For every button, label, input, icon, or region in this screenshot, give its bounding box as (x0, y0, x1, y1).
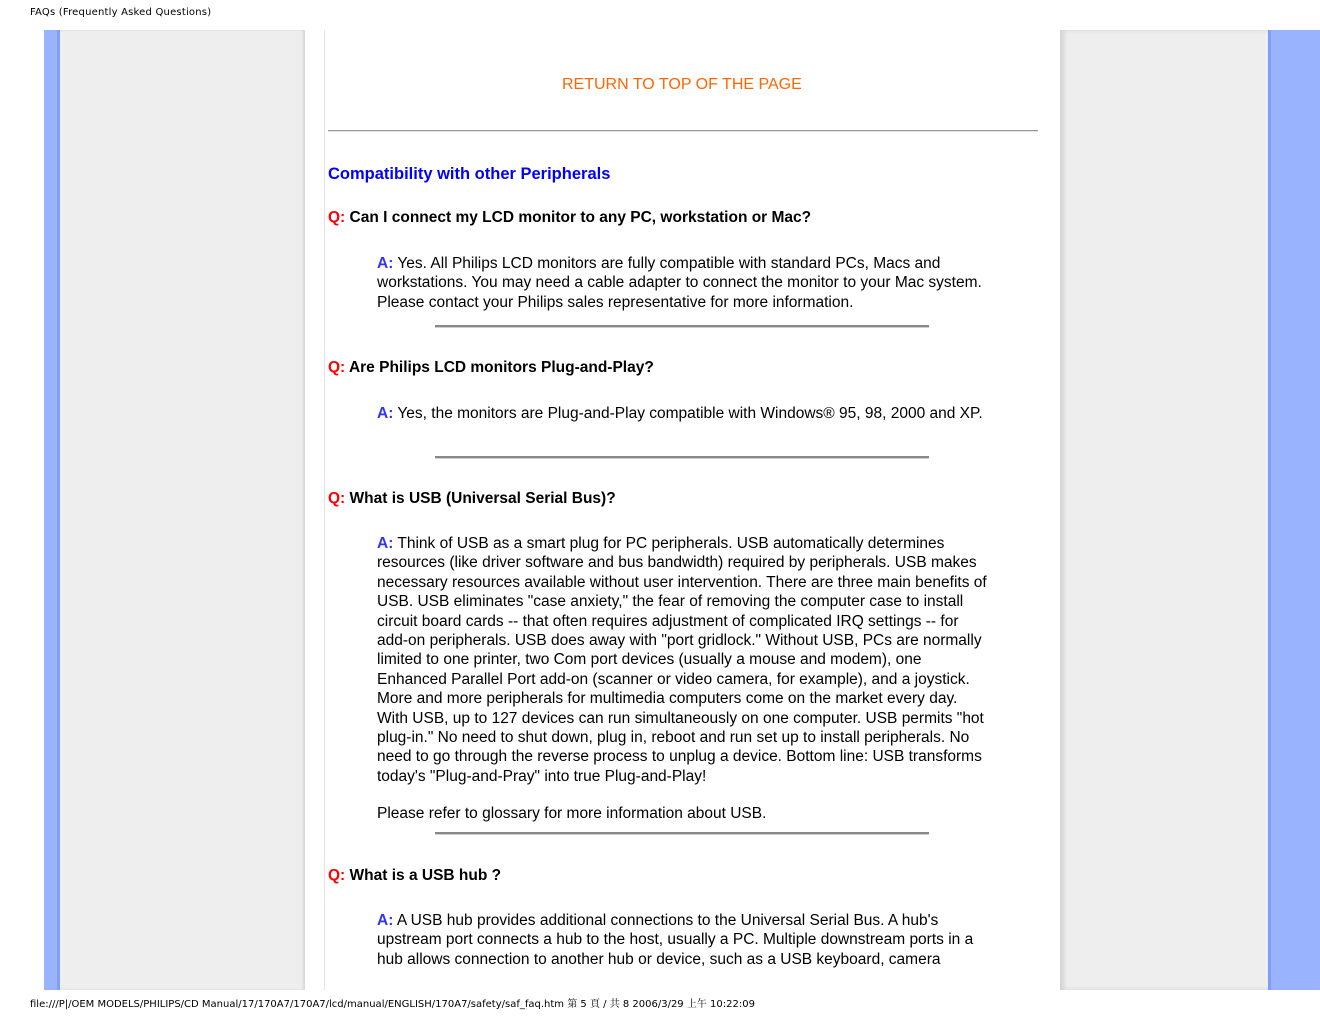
answer-text: Yes. All Philips LCD monitors are fully compatible with standard PCs, Macs and workstations. You may need a cable adapter to connect the monitor to your Mac system. Please contact your Philips sales representative for more information. (377, 255, 982, 311)
left-gray-panel (60, 30, 305, 990)
faq-answer-4 (377, 911, 987, 969)
answer-divider (435, 832, 929, 835)
answer-label: A: (377, 405, 394, 422)
faq-answer-3 (377, 534, 987, 786)
answer-label: A: (377, 535, 394, 552)
right-blue-bar (1268, 30, 1320, 990)
question-text: Can I connect my LCD monitor to any PC, workstation or Mac? (349, 209, 812, 226)
answer-label: A: (377, 255, 394, 272)
section-title: Compatibility with other Peripherals (328, 165, 611, 183)
answer-text: Think of USB as a smart plug for PC peripherals. USB automatically determines resources (like driver software and bus bandwidth) required by peripherals. USB makes necessary resources available without user intervention. There are three main benefits of USB. USB eliminates "case anxiety," the fear of removing the computer case to install circuit board cards -- that often requires adjustment of complicated IRQ settings -- for add-on peripherals. USB does away with "port gridlock." Without USB, PCs are normally limited to one printer, two Com port devices (usually a mouse and modem), one Enhanced Parallel Port add-on (scanner or video camera, for example), and a joystick. More and more peripherals for multimedia computers come on the market every day. With USB, up to 127 devices can run simultaneously on one computer. USB permits "hot plug-in." No need to shut down, plug in, reboot and run set up to install peripherals. No need to go through the reverse process to unplug a device. Bottom line: USB transforms today's "Plug-and-Pray" into true Plug-and-Play! (377, 535, 987, 785)
main-content (328, 30, 1040, 990)
section-separator (328, 130, 1038, 132)
question-text: What is USB (Universal Serial Bus)? (349, 490, 616, 507)
answer-label: A: (377, 912, 394, 929)
left-blue-bar (44, 30, 60, 990)
faq-answer-3-note: Please refer to glossary for more information about USB. (377, 805, 767, 822)
faq-question-1 (328, 209, 811, 227)
faq-question-3 (328, 490, 616, 508)
faq-answer-2 (377, 404, 987, 423)
answer-divider (435, 456, 929, 459)
faq-question-4 (328, 867, 501, 885)
question-text: Are Philips LCD monitors Plug-and-Play? (348, 359, 654, 376)
answer-divider (435, 325, 929, 328)
question-text: What is a USB hub ? (349, 867, 502, 884)
faq-question-2 (328, 359, 654, 377)
right-gray-panel (1060, 30, 1268, 990)
question-label: Q: (328, 359, 346, 376)
return-to-top-link[interactable]: RETURN TO TOP OF THE PAGE (562, 76, 802, 93)
page-footer-path: file:///P|/OEM MODELS/PHILIPS/CD Manual/17/170A7/170A7/lcd/manual/ENGLISH/170A7/safety/saf_faq.htm 第 5 頁 / 共 8 2006/3/29 上午 10:22:09 (30, 999, 755, 1010)
answer-text: Yes, the monitors are Plug-and-Play compatible with Windows® 95, 98, 2000 and XP. (397, 405, 983, 422)
question-label: Q: (328, 209, 346, 226)
question-label: Q: (328, 867, 346, 884)
faq-answer-1 (377, 254, 987, 312)
question-label: Q: (328, 490, 346, 507)
answer-text: A USB hub provides additional connections to the Universal Serial Bus. A hub's upstream port connects a hub to the host, usually a PC. Multiple downstream ports in a hub allows connection to another hub or device, such as a USB keyboard, camera (377, 912, 974, 968)
left-white-gap (305, 30, 325, 990)
page-header-title: FAQs (Frequently Asked Questions) (30, 7, 212, 18)
